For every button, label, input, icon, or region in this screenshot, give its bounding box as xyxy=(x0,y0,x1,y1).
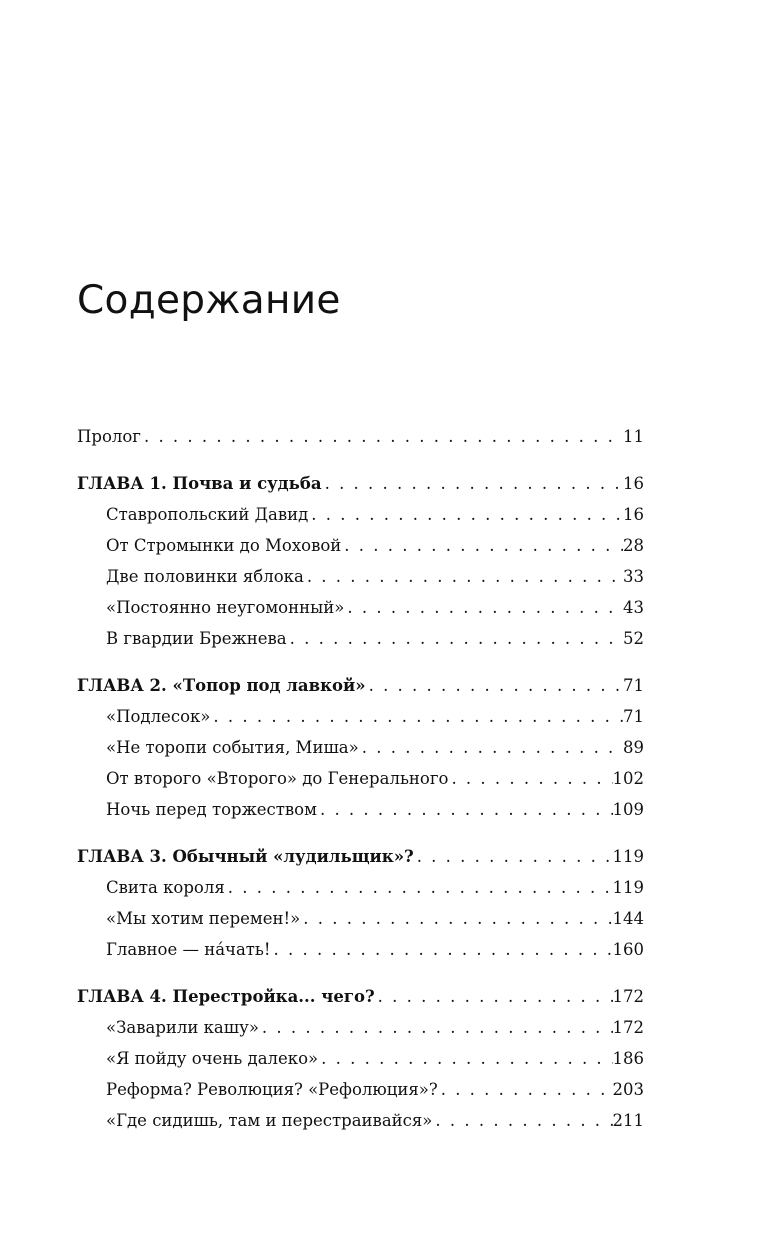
toc-page-number: 119 xyxy=(612,878,644,897)
toc-entry-title: «Заварили кашу» xyxy=(106,1018,259,1037)
toc-entry-chapter[interactable] xyxy=(77,981,644,1012)
toc-entry-title: «Подлесок» xyxy=(106,707,211,726)
dot-leader xyxy=(210,701,623,732)
table-of-contents xyxy=(77,421,644,1152)
toc-entry-section[interactable] xyxy=(77,1074,644,1105)
dot-leader xyxy=(141,421,623,452)
toc-entry-section[interactable] xyxy=(77,701,644,732)
toc-entry-title: ГЛАВА 4. Перестройка... чего? xyxy=(77,987,375,1006)
dot-leader xyxy=(344,592,623,623)
toc-chapter-group xyxy=(77,670,644,825)
toc-page-number: 172 xyxy=(612,987,644,1006)
dot-leader xyxy=(318,1043,612,1074)
toc-page-number: 43 xyxy=(623,598,644,617)
toc-entry-title: «Постоянно неугомонный» xyxy=(106,598,345,617)
toc-page-number: 71 xyxy=(623,707,644,726)
toc-entry-title: Две половинки яблока xyxy=(106,567,304,586)
toc-entry-title: «Где сидишь, там и перестраивайся» xyxy=(106,1111,433,1130)
toc-page-number: 119 xyxy=(612,847,644,866)
toc-page-number: 16 xyxy=(623,505,644,524)
dot-leader xyxy=(438,1074,613,1105)
dot-leader xyxy=(375,981,613,1012)
dot-leader xyxy=(259,1012,613,1043)
toc-page-number: 11 xyxy=(623,427,644,446)
toc-entry-section[interactable] xyxy=(77,623,644,654)
dot-leader xyxy=(271,934,613,965)
toc-entry-title: ГЛАВА 1. Почва и судьба xyxy=(77,474,322,493)
toc-entry-section[interactable] xyxy=(77,1012,644,1043)
dot-leader xyxy=(432,1105,612,1136)
toc-page-number: 33 xyxy=(623,567,644,586)
dot-leader xyxy=(366,670,623,701)
toc-entry-title: В гвардии Брежнева xyxy=(106,629,287,648)
toc-entry-title: От Стромынки до Моховой xyxy=(106,536,342,555)
toc-page-number: 144 xyxy=(612,909,644,928)
dot-leader xyxy=(300,903,612,934)
toc-entry-section[interactable] xyxy=(77,903,644,934)
chapter-list xyxy=(77,468,644,1136)
toc-entry-title: ГЛАВА 3. Обычный «лудильщик»? xyxy=(77,847,414,866)
page-title: Содержание xyxy=(77,278,341,323)
toc-entry-chapter[interactable] xyxy=(77,841,644,872)
toc-entry-section[interactable] xyxy=(77,530,644,561)
dot-leader xyxy=(359,732,623,763)
toc-entry-section[interactable] xyxy=(77,592,644,623)
dot-leader xyxy=(322,468,623,499)
toc-entry-section[interactable] xyxy=(77,1043,644,1074)
toc-entry-section[interactable] xyxy=(77,794,644,825)
toc-entry-title: Свита короля xyxy=(106,878,225,897)
toc-page-number: 203 xyxy=(612,1080,644,1099)
toc-entry-title: Пролог xyxy=(77,427,141,446)
dot-leader xyxy=(308,499,623,530)
toc-chapter-group xyxy=(77,981,644,1136)
toc-entry-title: «Я пойду очень далеко» xyxy=(106,1049,319,1068)
dot-leader xyxy=(317,794,613,825)
toc-entry-title: Ночь перед торжеством xyxy=(106,800,317,819)
toc-entry-section[interactable] xyxy=(77,763,644,794)
toc-page-number: 109 xyxy=(612,800,644,819)
dot-leader xyxy=(414,841,613,872)
toc-entry-section[interactable] xyxy=(77,1105,644,1136)
toc-chapter-group xyxy=(77,841,644,965)
toc-page-number: 211 xyxy=(612,1111,644,1130)
toc-page-number: 160 xyxy=(612,940,644,959)
toc-entry-title: «Не торопи события, Миша» xyxy=(106,738,359,757)
toc-chapter-group xyxy=(77,468,644,654)
toc-page-number: 186 xyxy=(612,1049,644,1068)
toc-entry-title: От второго «Второго» до Генерального xyxy=(106,769,449,788)
toc-entry-title: Главное — на́чать! xyxy=(106,940,271,959)
toc-page-number: 172 xyxy=(612,1018,644,1037)
toc-entry-chapter[interactable] xyxy=(77,670,644,701)
toc-entry-title: Ставропольский Давид xyxy=(106,505,309,524)
toc-page-number: 89 xyxy=(623,738,644,757)
dot-leader xyxy=(225,872,613,903)
dot-leader xyxy=(448,763,612,794)
toc-page-number: 102 xyxy=(612,769,644,788)
toc-entry-section[interactable] xyxy=(77,499,644,530)
dot-leader xyxy=(287,623,623,654)
toc-entry-title: Реформа? Революция? «Рефолюция»? xyxy=(106,1080,438,1099)
dot-leader xyxy=(341,530,623,561)
toc-entry-prologue[interactable] xyxy=(77,421,644,452)
toc-page-number: 28 xyxy=(623,536,644,555)
toc-page-number: 16 xyxy=(623,474,644,493)
toc-entry-section[interactable] xyxy=(77,732,644,763)
toc-entry-title: ГЛАВА 2. «Топор под лавкой» xyxy=(77,676,366,695)
toc-page-number: 52 xyxy=(623,629,644,648)
toc-entry-title: «Мы хотим перемен!» xyxy=(106,909,301,928)
toc-entry-section[interactable] xyxy=(77,934,644,965)
toc-entry-chapter[interactable] xyxy=(77,468,644,499)
toc-entry-section[interactable] xyxy=(77,561,644,592)
toc-page-number: 71 xyxy=(623,676,644,695)
dot-leader xyxy=(304,561,623,592)
toc-entry-section[interactable] xyxy=(77,872,644,903)
